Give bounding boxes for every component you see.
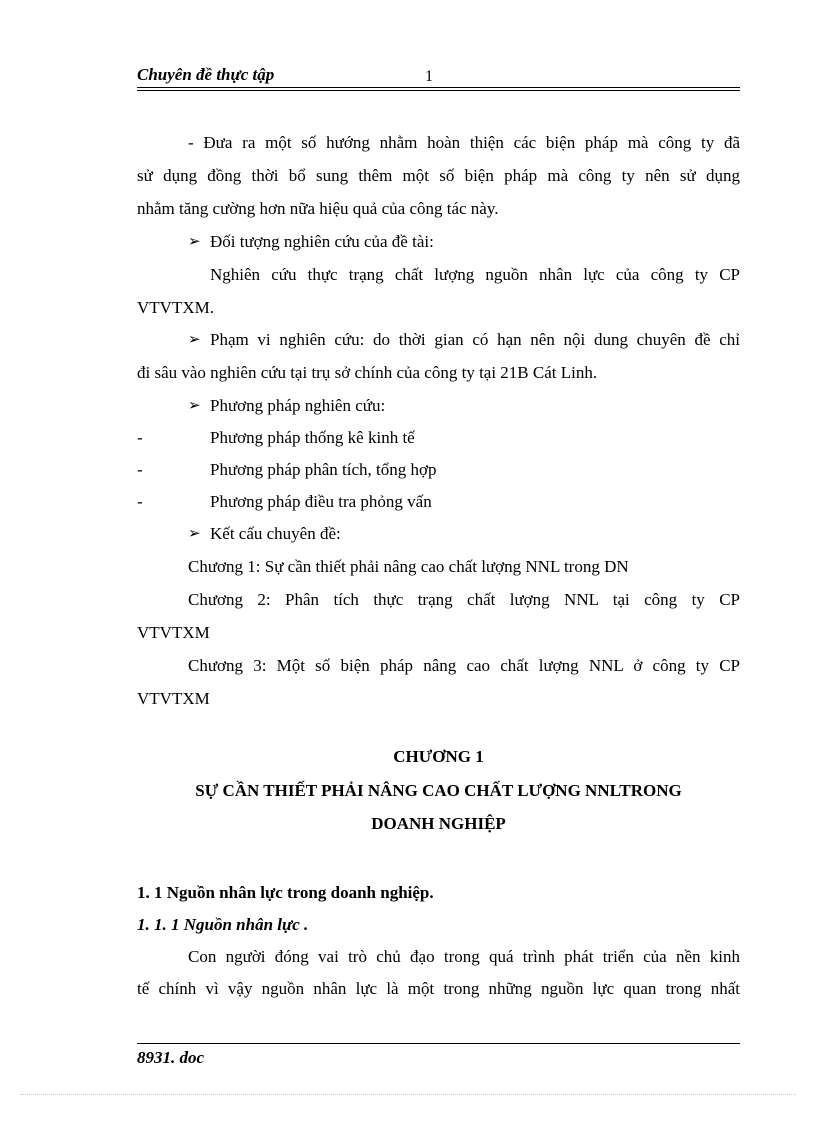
page-number: 1 xyxy=(425,68,433,85)
paragraph-line: sử dụng đồng thời bổ sung thêm một số biện pháp mà công ty nên sử dụng xyxy=(137,166,740,185)
header-rule-double xyxy=(137,90,740,91)
header-rule xyxy=(137,87,740,88)
paragraph-line: Nghiên cứu thực trạng chất lượng nguồn nhân lực của công ty CP xyxy=(210,265,740,284)
chapter-title-line: SỰ CẦN THIẾT PHẢI NÂNG CAO CHẤT LƯỢNG NNLTRONG xyxy=(195,781,682,800)
chapter-line: Chương 2: Phân tích thực trạng chất lượng NNL tại công ty CP xyxy=(188,590,740,609)
subsection-heading: 1. 1. 1 Nguồn nhân lực . xyxy=(137,915,309,934)
section-heading: 1. 1 Nguồn nhân lực trong doanh nghiệp. xyxy=(137,883,434,902)
footer-filename: 8931. doc xyxy=(137,1048,205,1067)
page-boundary xyxy=(20,1094,796,1095)
chapter-line: VTVTXM xyxy=(137,689,210,708)
arrowhead-bullet-icon: ➢ xyxy=(188,526,201,542)
chapter-title-line: DOANH NGHIỆP xyxy=(371,814,506,833)
arrowhead-bullet-icon: ➢ xyxy=(188,398,201,414)
bullet-heading: Đối tượng nghiên cứu của đề tài: xyxy=(210,232,434,251)
chapter-line: Chương 1: Sự cần thiết phải nâng cao chất lượng NNL trong DN xyxy=(188,557,629,576)
paragraph-line: Con người đóng vai trò chủ đạo trong quá trình phát triển của nền kinh xyxy=(188,947,740,966)
list-item: Phương pháp thống kê kinh tế xyxy=(210,428,415,447)
paragraph-line: VTVTXM. xyxy=(137,298,214,317)
footer-rule xyxy=(137,1043,740,1044)
bullet-heading: Phương pháp nghiên cứu: xyxy=(210,396,386,415)
chapter-line: VTVTXM xyxy=(137,623,210,642)
dash-bullet: - xyxy=(137,492,143,511)
list-item: Phương pháp phân tích, tổng hợp xyxy=(210,460,437,479)
arrowhead-bullet-icon: ➢ xyxy=(188,332,201,348)
chapter-line: Chương 3: Một số biện pháp nâng cao chất lượng NNL ở công ty CP xyxy=(188,656,740,675)
paragraph-line: đi sâu vào nghiên cứu tại trụ sở chính của công ty tại 21B Cát Linh. xyxy=(137,363,598,382)
header-title: Chuyên đề thực tập xyxy=(137,65,275,84)
list-item: Phương pháp điều tra phỏng vấn xyxy=(210,492,432,511)
paragraph-line: Phạm vi nghiên cứu: do thời gian có hạn nên nội dung chuyên đề chỉ xyxy=(210,330,740,349)
dash-bullet: - xyxy=(137,460,143,479)
paragraph-line: tế chính vì vậy nguồn nhân lực là một trong những nguồn lực quan trong nhất xyxy=(137,979,740,998)
chapter-number: CHƯƠNG 1 xyxy=(393,747,484,766)
arrowhead-bullet-icon: ➢ xyxy=(188,234,201,250)
paragraph-line: - Đưa ra một số hướng nhằm hoàn thiện các biện pháp mà công ty đã xyxy=(188,133,740,152)
dash-bullet: - xyxy=(137,428,143,447)
bullet-heading: Kết cấu chuyên đề: xyxy=(210,524,341,543)
paragraph-line: nhằm tăng cường hơn nữa hiệu quả của công tác này. xyxy=(137,199,499,218)
